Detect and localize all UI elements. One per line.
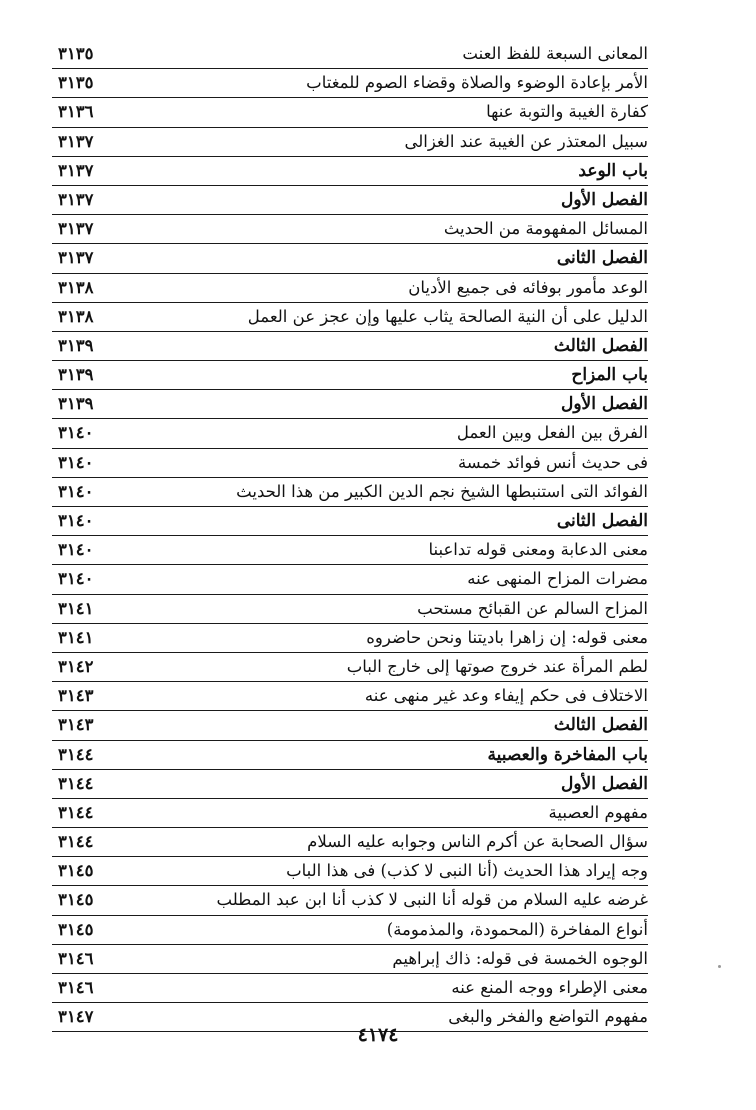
toc-entry-title: المعانى السبعة للفظ العنت [462,44,648,63]
toc-entry-title: الاختلاف فى حكم إيفاء وعد غير منهى عنه [364,686,648,706]
toc-entry-title: الفصل الثالث [553,335,648,356]
toc-entry-page: ٣١٤٠ [58,569,94,589]
toc-entry-title: الوعد مأمور بوفائه فى جميع الأديان [408,277,648,297]
toc-entry-page: ٣١٤٤ [58,773,94,793]
toc-entry-title: الفصل الثانى [556,511,648,531]
toc-heading-row [52,244,648,273]
toc-entry-page: ٣١٤٥ [58,890,94,910]
toc-entry-page: ٣١٣٥ [58,44,94,63]
toc-entry-title: كفارة الغيبة والتوبة عنها [486,102,648,122]
toc-entry-title: باب المفاخرة والعصبية [487,744,648,765]
toc-entry-row [52,478,648,507]
toc-entry-page: ٣١٣٧ [58,131,94,151]
toc-entry-page: ٣١٤٠ [58,423,94,443]
toc-entry-page: ٣١٣٥ [58,73,94,93]
toc-entry-title: الدليل على أن النية الصالحة يثاب عليها وإن عجز عن العمل [247,306,648,326]
toc-entry-row [52,69,648,98]
toc-entry-row [52,215,648,244]
toc-entry-title: باب الوعد [578,160,648,181]
toc-entry-title: وجه إيراد هذا الحديث (أنا النبى لا كذب) فى هذا الباب [286,861,648,881]
toc-entry-title: المزاح السالم عن القبائح مستحب [417,598,648,618]
toc-entry-row [52,828,648,857]
toc-entry-title: المسائل المفهومة من الحديث [443,219,648,239]
toc-entry-title: الوجوه الخمسة فى قوله: ذاك إبراهيم [392,948,648,968]
toc-heading-row [52,186,648,215]
toc-entry-title: لطم المرأة عند خروج صوتها إلى خارج الباب [346,656,648,676]
toc-entry-page: ٣١٣٦ [58,102,94,122]
toc-entry-title: الفصل الثانى [556,248,648,269]
margin-dot [718,965,721,968]
toc-entry-row [52,624,648,653]
toc-entry-row [52,274,648,303]
toc-entry-page: ٣١٣٧ [58,219,94,239]
toc-entry-page: ٣١٤٤ [58,744,94,764]
toc-entry-title: معنى الدعابة ومعنى قوله تداعبنا [428,540,648,560]
toc-entry-row [52,536,648,565]
toc-entry-title: الفرق بين الفعل وبين العمل [456,423,648,443]
toc-heading-row [52,741,648,770]
toc-entry-title: أنواع المفاخرة (المحمودة، والمذمومة) [386,919,648,939]
toc-entry-title: معنى الإطراء ووجه المنع عنه [451,978,648,997]
toc-entry-row [52,799,648,828]
toc-entry-page: ٣١٤٦ [58,978,94,997]
toc-entry-page: ٣١٣٧ [58,248,94,268]
toc-entry-page: ٣١٤٧ [58,1007,94,1027]
toc-entry-row [52,565,648,594]
toc-entry-page: ٣١٣٩ [58,394,94,414]
toc-heading-row [52,770,648,799]
toc-entry-title: معنى قوله: إن زاهرا باديتنا ونحن حاضروه [366,627,648,647]
toc-entry-page: ٣١٤٠ [58,452,94,472]
toc-entry-page: ٣١٤٢ [58,656,94,676]
toc-entry-row [52,945,648,974]
toc-entry-page: ٣١٣٩ [58,335,94,355]
toc-entry-page: ٣١٣٧ [58,189,94,209]
toc-entry-page: ٣١٤٤ [58,832,94,852]
toc-heading-row [52,711,648,740]
toc-entry-page: ٣١٤٠ [58,511,94,530]
toc-entry-row [52,974,648,1003]
toc-entry-row [52,595,648,624]
toc-entry-title: الفصل الأول [560,773,648,794]
toc-entry-row [52,857,648,886]
toc-entry-title: باب المزاح [571,365,648,386]
toc-heading-row [52,157,648,186]
toc-entry-title: غرضه عليه السلام من قوله أنا النبى لا كذب أنا ابن عبد المطلب [216,890,648,910]
toc-entry-title: الفصل الثالث [553,715,648,736]
toc-entry-page: ٣١٣٩ [58,365,94,385]
toc-heading-row [52,332,648,361]
toc-entry-page: ٣١٤٠ [58,540,94,560]
toc-entry-row [52,419,648,448]
toc-entry-title: مفهوم التواضع والفخر والبغى [448,1007,648,1027]
toc-entry-row [52,653,648,682]
toc-entry-page: ٣١٤٥ [58,919,94,939]
toc-heading-row [52,507,648,536]
toc-entry-page: ٣١٤٤ [58,802,94,822]
toc-entry-page: ٣١٤٠ [58,481,94,501]
toc-entry-row [52,40,648,69]
toc-heading-row [52,390,648,419]
toc-entry-title: الفوائد التى استنبطها الشيخ نجم الدين الكبير من هذا الحديث [236,481,648,501]
toc-entry-title: سبيل المعتذر عن الغيبة عند الغزالى [404,131,648,151]
toc-heading-row [52,361,648,390]
toc-entry-row [52,303,648,332]
page-number: ٤١٧٤ [357,1024,399,1046]
toc-entry-page: ٣١٣٨ [58,306,94,326]
toc-entry-page: ٣١٤٦ [58,948,94,968]
toc-entry-title: مفهوم العصبية [548,802,648,822]
toc-entry-row [52,98,648,127]
toc-entry-title: مضرات المزاح المنهى عنه [467,569,648,589]
toc-entry-page: ٣١٤٣ [58,715,94,735]
toc-entry-page: ٣١٤٥ [58,861,94,881]
toc-entry-page: ٣١٤١ [58,627,94,647]
toc-entry-title: سؤال الصحابة عن أكرم الناس وجوابه عليه السلام [307,832,648,852]
toc-entry-row [52,128,648,157]
toc-entry-row [52,886,648,915]
toc-entry-title: فى حديث أنس فوائد خمسة [457,452,648,472]
toc-entry-row [52,682,648,711]
toc-entry-title: الأمر بإعادة الوضوء والصلاة وقضاء الصوم للمغتاب [306,73,648,93]
table-of-contents [52,40,648,1032]
toc-entry-title: الفصل الأول [560,394,648,415]
toc-entry-row [52,916,648,945]
toc-entry-title: الفصل الأول [560,189,648,210]
toc-entry-row [52,449,648,478]
toc-entry-page: ٣١٣٧ [58,160,94,180]
toc-entry-page: ٣١٤٣ [58,686,94,706]
toc-entry-page: ٣١٤١ [58,598,94,618]
toc-entry-page: ٣١٣٨ [58,277,94,297]
